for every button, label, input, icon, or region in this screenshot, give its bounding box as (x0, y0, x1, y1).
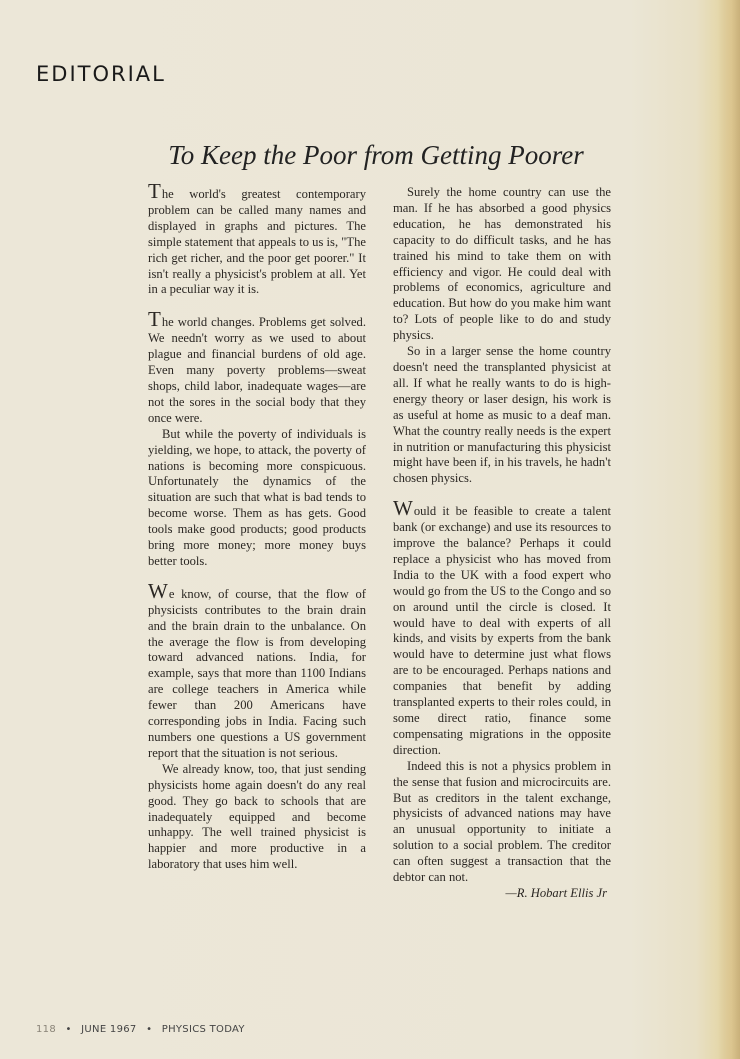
paragraph: We know, of course, that the flow of physicists contributes to the brain drain and the brain drain to the unbalance. On the average the flow is from developing toward advanced nations. India, for example, says that more than 1100 Indians are college teachers in America while fewer than 200 Americans have corresponding jobs in India. Facing such numbers one questions a US government report that the situation is not serious. (148, 578, 366, 760)
footer-separator: • (146, 1024, 153, 1035)
paragraph: The world changes. Problems get solved. We needn't worry as we used to about plague and financial burdens of old age. Even many poverty problems—sweat shops, child labor, inadequate wages—are not the sores in the social body that they once were. (148, 307, 366, 425)
drop-cap: W (148, 578, 168, 603)
publication-name: PHYSICS TODAY (161, 1024, 245, 1035)
drop-cap: W (393, 496, 413, 521)
right-column (393, 185, 611, 902)
author-signature: —R. Hobart Ellis Jr (505, 885, 607, 900)
paragraph: The world's greatest contemporary problem can be called many names and displayed in graphs and pictures. The simple statement that appeals to us is, "The rich get richer, and the poor get poorer." It isn't really a physicist's problem at all. Yet in a peculiar way it is. (148, 179, 366, 297)
section-label: EDITORIAL (36, 62, 166, 86)
drop-cap: T (148, 307, 161, 332)
paragraph: But while the poverty of individuals is yielding, we hope, to attack, the poverty of nations is becoming more conspicuous. Unfortunately the dynamics of the situation are such that what is bad tends to become worse. Them as has gets. Good tools make good products; good products bring more money; more money buys better tools. (148, 426, 366, 568)
paragraph: Indeed this is not a physics problem in the sense that fusion and microcircuits are. But as creditors in the talent exchange, physicists of advanced nations may have an unusual opportunity to initiate a solution to a social problem. The creditor can often suggest a transaction that the debtor can not. (393, 758, 611, 885)
paragraph: So in a larger sense the home country doesn't need the transplanted physicist at all. If what he really wants to do is high-energy theory or laser design, his work is as useful at home as music to a deaf man. What the country really needs is the expert in nutrition or manufacturing this physicist might have been if, in his travels, he hadn't chosen physics. (393, 344, 611, 486)
paragraph: We already know, too, that just sending physicists home again doesn't do any real good. They go back to schools that are inadequately equipped and become unhappy. The well trained physicist is happier and more productive in a laboratory that uses him well. (148, 761, 366, 872)
article-title: To Keep the Poor from Getting Poorer (168, 140, 584, 170)
page-footer (36, 1024, 251, 1035)
page-number: 118 (36, 1024, 56, 1035)
paragraph: Surely the home country can use the man. If he has absorbed a good physics education, he has demonstrated his capacity to do difficult tasks, and he has trained his mind to take them on with efficiency and vigor. He could deal with problems of economics, agriculture and education. But how do you make him want to? Lots of people like to do and study physics. (393, 185, 611, 343)
issue-date: JUNE 1967 (81, 1024, 137, 1035)
footer-separator: • (65, 1024, 72, 1035)
paragraph: Would it be feasible to create a talent bank (or exchange) and use its resources to improve the balance? Perhaps it could replace a physicist who has moved from India to the UK with a food expert who would go from the US to the Congo and so on around until the circle is closed. It would have to deal with experts of all kinds, and visits by experts from the bank would have to determine just what flows are to be encouraged. Perhaps nations and companies that benefit by adding transplanted experts to their roles could, in some direct ratio, finance some compensating migrations in the opposite direction. (393, 496, 611, 757)
left-column (148, 179, 366, 873)
drop-cap: T (148, 179, 161, 203)
